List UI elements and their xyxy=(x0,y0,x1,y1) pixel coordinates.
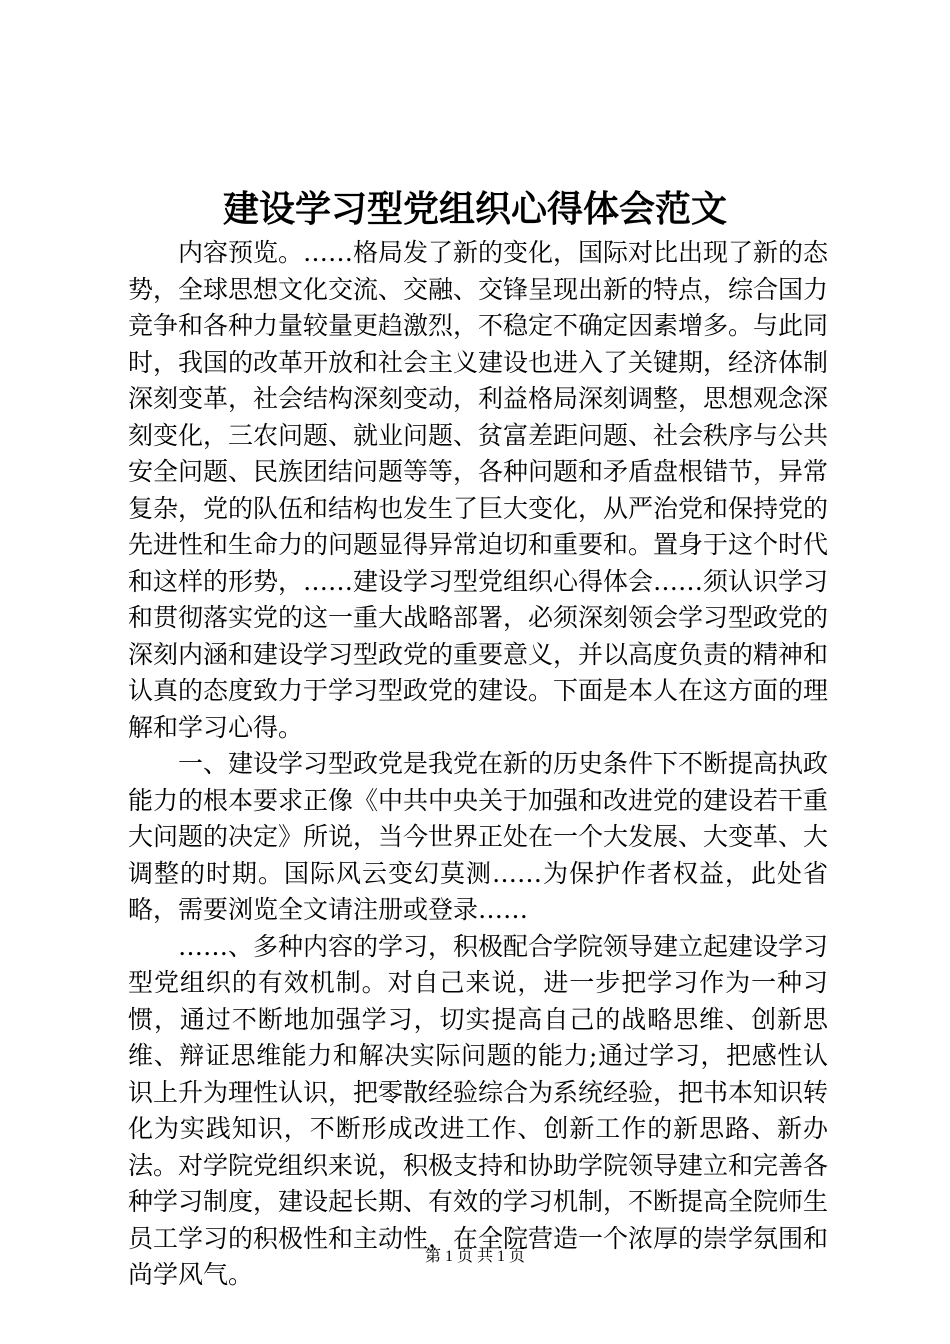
paragraph-conclusion: ……、多种内容的学习，积极配合学院领导建立起建设学习型党组织的有效机制。对自己来说，进一步把学习作为一种习惯，通过不断地加强学习，切实提高自己的战略思维、创新思维、辩证思维能力和解决实际问题的能力;通过学习，把感性认识上升为理性认识，把零散经验综合为系统经验，把书本知识转化为实践知识，不断形成改进工作、创新工作的新思路、新办法。对学院党组织来说，积极支持和协助学院领导建立和完善各种学习制度，建设起长期、有效的学习机制，不断提高全院师生员工学习的积极性和主动性，在全院营造一个浓厚的崇学氛围和尚学风气。 xyxy=(128,931,829,1289)
page-number-footer: 第 1 页 共 1 页 xyxy=(424,1248,525,1265)
paragraph-section-one: 一、建设学习型政党是我党在新的历史条件下不断提高执政能力的根本要求正像《中共中央关于加强和改进党的建设若干重大问题的决定》所说，当今世界正处在一个大发展、大变革、大调整的时期。国际风云变幻莫测……为保护作者权益，此处省略，需要浏览全文请注册或登录…… xyxy=(128,749,829,924)
paragraph-preview: 内容预览。……格局发了新的变化，国际对比出现了新的态势，全球思想文化交流、交融、交锋呈现出新的特点，综合国力竞争和各种力量较量更趋激烈，不稳定不确定因素增多。与此同时，我国的改革开放和社会主义建设也进入了关键期，经济体制深刻变革，社会结构深刻变动，利益格局深刻调整，思想观念深刻变化，三农问题、就业问题、贫富差距问题、社会秩序与公共安全问题、民族团结问题等等，各种问题和矛盾盘根错节，异常复杂，党的队伍和结构也发生了巨大变化，从严治党和保持党的先进性和生命力的问题显得异常迫切和重要和。置身于这个时代和这样的形势，……建设学习型党组织心得体会……须认识学习和贯彻落实党的这一重大战略部署，必须深刻领会学习型政党的深刻内涵和建设学习型政党的重要意义，并以高度负责的精神和认真的态度致力于学习型政党的建设。下面是本人在这方面的理解和学习心得。 xyxy=(128,238,829,742)
document-body xyxy=(128,235,828,1294)
document-title: 建设学习型党组织心得体会范文 xyxy=(222,188,727,230)
